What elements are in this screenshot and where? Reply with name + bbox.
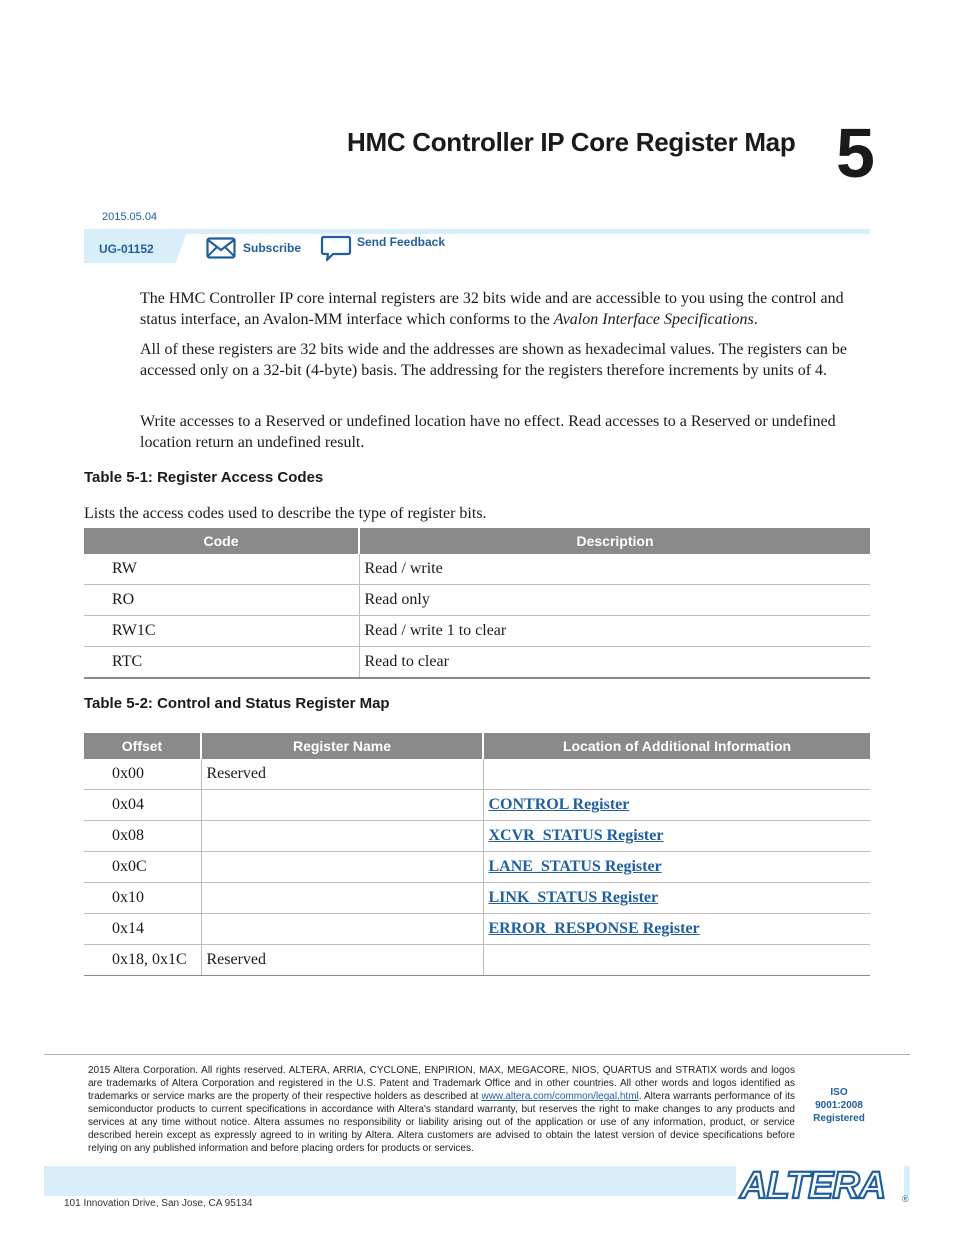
info-cell [483, 914, 870, 945]
column-header: Location of Additional Information [483, 733, 870, 759]
column-header: Offset [84, 733, 201, 759]
offset-cell: 0x00 [84, 759, 201, 790]
offset-cell: 0x0C [84, 852, 201, 883]
table-cell: Read only [359, 585, 870, 616]
info-cell [483, 790, 870, 821]
info-cell [483, 821, 870, 852]
table-header-row [84, 733, 870, 759]
chapter-number: 5 [836, 114, 875, 192]
legal-url-link[interactable]: www.altera.com/common/legal.html [481, 1091, 639, 1102]
column-header: Description [359, 528, 870, 554]
speech-bubble-icon [320, 235, 352, 263]
table-header-row [84, 528, 870, 554]
lane-status-register-link[interactable]: LANE_STATUS Register [488, 858, 662, 875]
register-name-cell [201, 852, 483, 883]
send-feedback-label: Send Feedback [357, 235, 446, 249]
table-cell: RW1C [84, 616, 359, 647]
toolbar-background [84, 229, 870, 263]
table-cell: Read / write 1 to clear [359, 616, 870, 647]
register-name-cell [201, 883, 483, 914]
table1-caption: Table 5-1: Register Access Codes [84, 469, 324, 486]
iso-line: 9001:2008 [815, 1100, 863, 1111]
table-cell: Read to clear [359, 647, 870, 679]
table-row [84, 821, 870, 852]
table1-description: Lists the access codes used to describe the type of register bits. [84, 505, 487, 522]
xcvr-status-register-link[interactable]: XCVR_STATUS Register [488, 827, 664, 844]
iso-line: Registered [813, 1113, 865, 1124]
offset-cell: 0x08 [84, 821, 201, 852]
table-row [84, 790, 870, 821]
table-row [84, 616, 870, 647]
control-register-link[interactable]: CONTROL Register [488, 796, 630, 813]
offset-cell: 0x18, 0x1C [84, 945, 201, 976]
table-cell: RW [84, 554, 359, 585]
table-cell: RO [84, 585, 359, 616]
table-row [84, 554, 870, 585]
toolbar-rule [84, 229, 870, 234]
table-row [84, 585, 870, 616]
column-header: Register Name [201, 733, 483, 759]
error-response-register-link[interactable]: ERROR_RESPONSE Register [488, 920, 700, 937]
logo-wordmark: ALTERA [740, 1165, 886, 1206]
register-name-cell [201, 914, 483, 945]
reserved-paragraph: Write accesses to a Reserved or undefined location have no effect. Read accesses to a Reserved or undefined location return an undefined result. [140, 413, 836, 451]
registered-mark: ® [902, 1194, 909, 1204]
legal-text: 2015 Altera Corporation. All rights reserved. ALTERA, ARRIA, CYCLONE, ENPIRION, MAX, MEGACORE, NIOS, QUARTUS and STRATIX words and logos are trademarks of Altera Corporation and registered in the U.S. Patent and Trademark Office and in other countries. All other words and logos identified as trademarks or service marks are the property of their respective holders as described at [88, 1065, 795, 1102]
document-date: 2015.05.04 [102, 211, 158, 223]
link-status-register-link[interactable]: LINK_STATUS Register [488, 889, 659, 906]
addressing-paragraph: All of these registers are 32 bits wide and the addresses are shown as hexadecimal values. The registers can be accessed only on a 32-bit (4-byte) basis. The addressing for the registers therefore increments by units of 4. [140, 341, 848, 379]
iso-line: ISO [830, 1087, 848, 1098]
info-cell [483, 945, 870, 976]
offset-cell: 0x04 [84, 790, 201, 821]
document-toolbar [84, 229, 870, 263]
table-row [84, 914, 870, 945]
info-cell [483, 759, 870, 790]
table-row [84, 883, 870, 914]
subscribe-label: Subscribe [243, 241, 302, 255]
subscribe-link[interactable] [206, 237, 301, 259]
avalon-spec-reference: Avalon Interface Specifications [553, 310, 754, 328]
chapter-title: HMC Controller IP Core Register Map [347, 127, 796, 157]
info-cell [483, 852, 870, 883]
offset-cell: 0x10 [84, 883, 201, 914]
footer-divider [44, 1054, 910, 1055]
document-id: UG-01152 [99, 242, 154, 256]
table-row [84, 945, 870, 976]
intro-paragraph [140, 289, 870, 330]
legal-notice [88, 1064, 795, 1155]
envelope-icon [206, 237, 236, 259]
iso-certification [805, 1086, 873, 1125]
company-address: 101 Innovation Drive, San Jose, CA 95134 [64, 1198, 253, 1209]
register-map-table [84, 733, 870, 976]
info-cell [483, 883, 870, 914]
send-feedback-link[interactable] [320, 235, 445, 263]
offset-cell: 0x14 [84, 914, 201, 945]
register-name-cell [201, 821, 483, 852]
table-cell: Read / write [359, 554, 870, 585]
intro-text-end: . [753, 310, 758, 328]
intro-text: The HMC Controller IP core internal registers are 32 bits wide and are accessible to you using the control and status interface, an Avalon-MM interface which conforms to the [140, 290, 844, 328]
altera-logo [736, 1162, 912, 1206]
column-header: Code [84, 528, 359, 554]
table-row [84, 852, 870, 883]
register-access-codes-table [84, 528, 870, 679]
register-name-cell [201, 790, 483, 821]
table-row [84, 759, 870, 790]
register-name-cell: Reserved [201, 759, 483, 790]
register-name-cell: Reserved [201, 945, 483, 976]
table2-caption: Table 5-2: Control and Status Register Map [84, 695, 390, 712]
legal-text-end: . Altera warrants performance of its semiconductor products to current specifications in accordance with Altera's standard warranty, but reserves the right to make changes to any products and services at any time without notice. Altera assumes no responsibility or liability arising out of the application or use of any information, product, or service described herein except as expressly agreed to in writing by Altera. Altera customers are advised to obtain the latest version of device specifications before relying on any published information and before placing orders for products or services. [88, 1091, 795, 1154]
table-row [84, 647, 870, 679]
table-cell: RTC [84, 647, 359, 679]
